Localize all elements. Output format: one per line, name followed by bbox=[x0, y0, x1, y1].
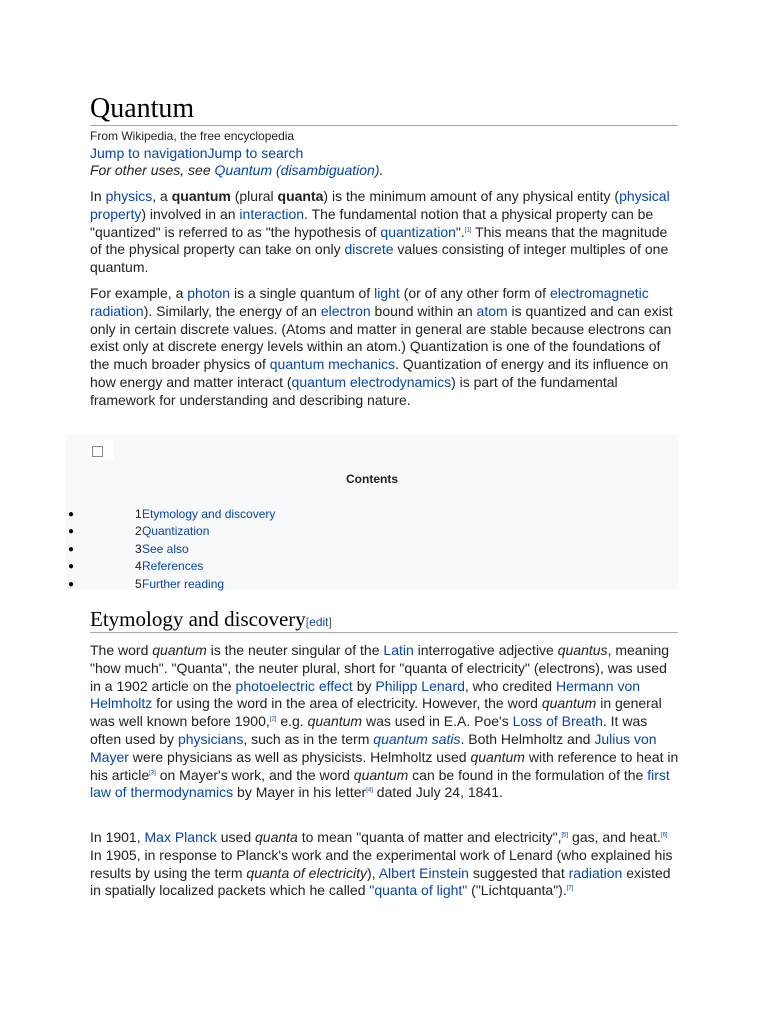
text-run: ). Similarly, the energy of an bbox=[143, 302, 321, 319]
citation-link[interactable]: [5] bbox=[561, 832, 569, 839]
text-run: suggested that bbox=[468, 864, 569, 881]
text-run: In 1901, bbox=[90, 829, 145, 845]
citation-link[interactable]: [2] bbox=[269, 716, 277, 723]
text-run: ". bbox=[455, 223, 465, 240]
inline-link[interactable]: quantization bbox=[380, 223, 456, 240]
inline-link[interactable]: quantum electrodynamics bbox=[291, 373, 452, 390]
italic-term: quantum bbox=[353, 766, 409, 783]
text-run: gas, and heat. bbox=[568, 829, 661, 845]
text-run: e.g. bbox=[276, 713, 308, 730]
etymology-paragraph-2-text bbox=[90, 829, 680, 900]
toc-item-number: 1 bbox=[135, 507, 142, 521]
text-run: , a bbox=[152, 188, 172, 204]
bold-term: quantum bbox=[171, 188, 231, 204]
text-run: ("Lichtquanta"). bbox=[467, 882, 567, 899]
inline-link[interactable]: quantum mechanics bbox=[269, 356, 396, 373]
inline-link[interactable]: Philipp Lenard bbox=[375, 677, 465, 694]
text-run: , who credited bbox=[464, 677, 556, 694]
text-run: interrogative adjective bbox=[413, 642, 558, 658]
text-run: in general was well known before 1900, bbox=[90, 695, 662, 730]
toc-item[interactable] bbox=[66, 506, 678, 523]
toc-item-number: 3 bbox=[135, 541, 142, 556]
inline-link[interactable]: electromagnetic radiation bbox=[90, 285, 649, 319]
citation-link[interactable]: [6] bbox=[660, 832, 668, 839]
toc-item-number: 4 bbox=[135, 559, 142, 574]
hatnote-prefix: For other uses, see bbox=[90, 162, 215, 178]
text-run: can be found in the formulation of the bbox=[408, 766, 648, 783]
text-run: is quantized and can exist only in certain discrete values. (Atoms and matter in general are stable because electrons can exist only at discrete energy levels within an atom.) Quantization is one of the foundations of the much broader physics of bbox=[90, 302, 673, 373]
toc-item[interactable] bbox=[66, 523, 678, 540]
inline-link[interactable]: photoelectric effect bbox=[235, 677, 353, 694]
text-run: on Mayer's work, and the word bbox=[155, 766, 354, 783]
disambiguation-link[interactable]: Quantum (disambiguation) bbox=[214, 162, 380, 178]
citation-link[interactable]: [7] bbox=[566, 885, 574, 892]
toc-item[interactable] bbox=[66, 541, 678, 558]
italic-term: quantum bbox=[152, 642, 207, 658]
jump-to-navigation-link[interactable]: Jump to navigation bbox=[90, 145, 208, 161]
text-run: dated July 24, 1841. bbox=[372, 784, 503, 801]
text-run: by bbox=[352, 677, 376, 694]
text-run: In bbox=[90, 188, 106, 204]
italic-term: quanta of electricity bbox=[246, 864, 368, 881]
text-run: (or of any other form of bbox=[399, 285, 550, 301]
text-run: used bbox=[216, 829, 255, 845]
text-run: , meaning "how much". "Quanta", the neuter plural, short for "quanta of electricity" (electrons), was used in a 1902 article on the bbox=[90, 642, 670, 694]
toc-item-link[interactable]: Quantization bbox=[142, 524, 210, 539]
hatnote-suffix: . bbox=[379, 162, 384, 178]
edit-section bbox=[306, 615, 332, 629]
inline-link[interactable]: physicians bbox=[177, 730, 244, 747]
toc-title: Contents bbox=[346, 472, 398, 486]
toc-item[interactable] bbox=[66, 576, 678, 593]
title-divider bbox=[90, 125, 678, 126]
intro-paragraph-2-text bbox=[90, 285, 680, 410]
section-divider bbox=[90, 632, 678, 633]
section-heading-text: Etymology and discovery bbox=[90, 607, 306, 631]
edit-section-link[interactable]: edit bbox=[309, 615, 329, 629]
italic-term: quanta bbox=[255, 829, 298, 845]
toc-item-link[interactable]: Further reading bbox=[142, 576, 225, 591]
inline-link[interactable]: light bbox=[374, 285, 400, 301]
jump-to-search-link[interactable]: Jump to search bbox=[207, 145, 304, 161]
intro-paragraph-1-text bbox=[90, 188, 680, 277]
inline-link[interactable]: Max Planck bbox=[144, 829, 217, 845]
text-run: This means that the magnitude of the physical property can take on only bbox=[90, 223, 668, 258]
hatnote bbox=[90, 162, 383, 179]
text-run: , such as in the term bbox=[243, 730, 374, 747]
jump-links bbox=[90, 145, 303, 162]
toc-item-number: 5 bbox=[135, 576, 142, 591]
italic-term: quantum bbox=[541, 695, 597, 712]
text-run: (plural bbox=[230, 188, 278, 204]
text-run: ) is the minimum amount of any physical entity ( bbox=[323, 188, 620, 204]
inline-link[interactable]: Loss of Breath bbox=[512, 713, 603, 730]
italic-term: quantum bbox=[307, 713, 363, 730]
site-tagline: From Wikipedia, the free encyclopedia bbox=[90, 129, 295, 143]
inline-link[interactable]: Latin bbox=[383, 642, 414, 658]
inline-link[interactable]: radiation bbox=[568, 864, 623, 881]
text-run: were physicians as well as physicists. Helmholtz used bbox=[128, 748, 471, 765]
text-run: . Quantization of energy and its influence on how energy and matter interact ( bbox=[90, 356, 669, 390]
text-run: values consisting of integer multiples of one quantum. bbox=[90, 241, 669, 276]
text-run: ) is part of the fundamental framework for understanding and describing nature. bbox=[90, 373, 618, 408]
text-run: . The fundamental notion that a physical property can be "quantized" is referred to as "the hypothesis of bbox=[90, 205, 654, 240]
text-run: bound within an bbox=[370, 302, 477, 319]
text-run: is a single quantum of bbox=[230, 285, 375, 301]
text-run: to mean "quanta of matter and electricity", bbox=[297, 829, 562, 845]
inline-link[interactable]: physics bbox=[105, 188, 153, 204]
intro-paragraph-1 bbox=[90, 188, 680, 277]
bullet-icon: ● bbox=[68, 543, 75, 555]
edit-bracket-open: [ bbox=[305, 615, 310, 629]
toc-item[interactable] bbox=[66, 558, 678, 575]
bullet-icon: ● bbox=[68, 509, 75, 520]
inline-link[interactable]: Hermann von Helmholtz bbox=[90, 677, 641, 712]
etymology-paragraph-2 bbox=[90, 829, 680, 900]
text-run: In 1905, in response to Planck's work and the experimental work of Lenard (who explained his results by using the term bbox=[90, 846, 673, 881]
page-title: Quantum bbox=[90, 93, 195, 124]
text-run: for using the word in the area of electricity. However, the word bbox=[152, 695, 542, 712]
italic-term: quantum bbox=[470, 748, 525, 765]
etymology-paragraph-1 bbox=[90, 642, 680, 802]
citation-link[interactable]: [3] bbox=[149, 769, 156, 776]
inline-link[interactable]: physical property bbox=[90, 188, 670, 222]
toc-list bbox=[66, 506, 678, 593]
text-run: by Mayer in his letter bbox=[233, 784, 367, 801]
inline-link[interactable]: Julius von Mayer bbox=[90, 730, 657, 765]
inline-link[interactable]: discrete bbox=[344, 241, 394, 258]
checkbox-icon[interactable] bbox=[92, 446, 103, 457]
inline-link[interactable]: electron bbox=[320, 302, 371, 319]
table-of-contents bbox=[66, 434, 678, 590]
inline-link[interactable]: Albert Einstein bbox=[378, 864, 469, 881]
inline-link[interactable]: interaction bbox=[239, 205, 305, 222]
citation-link[interactable]: [1] bbox=[464, 226, 472, 233]
text-run: ), bbox=[367, 864, 379, 881]
text-run: For example, a bbox=[90, 285, 188, 301]
bold-term: quanta bbox=[277, 188, 324, 204]
text-run: with reference to heat in his article bbox=[90, 748, 679, 783]
bullet-icon: ● bbox=[68, 561, 75, 573]
toc-item-link[interactable]: References bbox=[142, 559, 204, 574]
toc-toggle[interactable] bbox=[90, 440, 114, 460]
text-run: . It was often used by bbox=[90, 713, 648, 747]
bullet-icon: ● bbox=[68, 526, 75, 538]
etymology-paragraph-1-text bbox=[90, 642, 680, 802]
text-run: is the neuter singular of the bbox=[206, 642, 384, 658]
inline-link[interactable]: atom bbox=[476, 302, 508, 319]
inline-link[interactable]: quantum satis bbox=[373, 730, 461, 747]
text-run: was used in E.A. Poe's bbox=[362, 713, 513, 730]
citation-link[interactable]: [4] bbox=[366, 787, 373, 794]
text-run: existed in spatially localized packets which he called bbox=[90, 864, 671, 899]
toc-item-link[interactable]: See also bbox=[142, 541, 189, 556]
inline-link[interactable]: photon bbox=[187, 285, 231, 301]
bullet-icon: ● bbox=[68, 578, 75, 590]
edit-bracket-close: ] bbox=[328, 615, 332, 629]
inline-link[interactable]: first law of thermodynamics bbox=[90, 766, 670, 801]
text-run: ) involved in an bbox=[141, 205, 240, 222]
intro-paragraph-2 bbox=[90, 285, 680, 410]
toc-item-number: 2 bbox=[135, 524, 142, 539]
toc-item-link[interactable]: Etymology and discovery bbox=[142, 507, 276, 521]
inline-link[interactable]: "quanta of light" bbox=[369, 882, 468, 899]
italic-term: quantus bbox=[557, 642, 608, 658]
text-run: The word bbox=[90, 642, 153, 658]
text-run: . Both Helmholtz and bbox=[460, 730, 595, 747]
